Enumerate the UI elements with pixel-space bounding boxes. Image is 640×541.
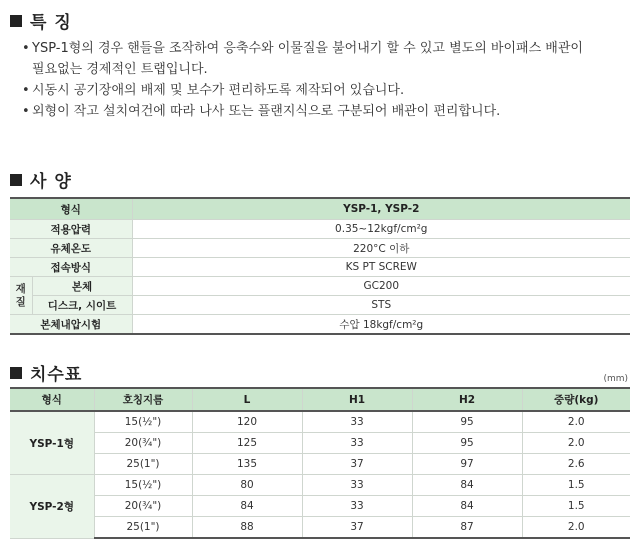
- column-header: H1: [302, 388, 412, 411]
- spec-value: 220°C 이하: [132, 239, 630, 258]
- spec-title: [10, 167, 72, 192]
- features-title: [10, 8, 72, 33]
- cell-l: 120: [192, 411, 302, 433]
- spec-value: 수압 18kgf/cm²g: [132, 315, 630, 335]
- dimension-table-body: [10, 411, 630, 538]
- table-header-row: [10, 388, 630, 411]
- features-title-text: 특 징: [30, 13, 72, 33]
- cell-h1: 37: [302, 454, 412, 475]
- table-row: [10, 315, 630, 335]
- table-row: [10, 258, 630, 277]
- cell-h2: 84: [412, 475, 522, 496]
- column-header: L: [192, 388, 302, 411]
- table-row: [10, 296, 630, 315]
- cell-size: 25(1"): [94, 517, 192, 539]
- unit-label: (mm): [603, 374, 628, 384]
- cell-size: 20(¾"): [94, 496, 192, 517]
- spec-value: KS PT SCREW: [132, 258, 630, 277]
- cell-weight: 2.0: [522, 517, 630, 539]
- table-row: [10, 496, 630, 517]
- table-row: [10, 454, 630, 475]
- spec-value: 0.35~12kgf/cm²g: [132, 220, 630, 239]
- spec-title-text: 사 양: [30, 172, 72, 192]
- cell-l: 84: [192, 496, 302, 517]
- column-header: H2: [412, 388, 522, 411]
- feature-item: • 시동시 공기장애의 배제 및 보수가 편리하도록 제작되어 있습니다.: [22, 80, 634, 101]
- table-row: [10, 433, 630, 454]
- table-row: [10, 239, 630, 258]
- spec-label: 디스크, 시이트: [32, 296, 132, 315]
- cell-l: 135: [192, 454, 302, 475]
- spec-table: [10, 197, 630, 335]
- material-group-label: [10, 277, 32, 315]
- cell-h1: 33: [302, 496, 412, 517]
- features-list: [22, 38, 634, 122]
- table-row: [10, 517, 630, 539]
- cell-h2: 95: [412, 433, 522, 454]
- table-row: [10, 198, 630, 220]
- feature-text: YSP-1형의 경우 핸들을 조작하여 응축수와 이물질을 불어내기 할 수 있고 별도의 바이패스 배관이: [32, 41, 583, 56]
- cell-size: 20(¾"): [94, 433, 192, 454]
- cell-l: 88: [192, 517, 302, 539]
- cell-weight: 2.0: [522, 411, 630, 433]
- square-bullet-icon: [10, 367, 22, 379]
- column-header: 중량(kg): [522, 388, 630, 411]
- cell-h1: 33: [302, 433, 412, 454]
- column-header: 형식: [10, 388, 94, 411]
- feature-text: 시동시 공기장애의 배제 및 보수가 편리하도록 제작되어 있습니다.: [32, 83, 405, 98]
- feature-item: • YSP-1형의 경우 핸들을 조작하여 응축수와 이물질을 불어내기 할 수 있고 별도의 바이패스 배관이: [22, 38, 634, 59]
- cell-weight: 1.5: [522, 475, 630, 496]
- cell-weight: 2.6: [522, 454, 630, 475]
- dimension-table: [10, 387, 630, 539]
- spec-header-label: 형식: [10, 198, 132, 220]
- table-row: [10, 475, 630, 496]
- cell-weight: 2.0: [522, 433, 630, 454]
- dimension-title: [10, 360, 82, 385]
- cell-h2: 95: [412, 411, 522, 433]
- material-group-text: 재 질: [15, 282, 26, 308]
- table-row: [10, 277, 630, 296]
- table-row: [10, 411, 630, 433]
- dimension-title-text: 치수표: [30, 365, 83, 385]
- model-cell: YSP-2형: [10, 475, 94, 539]
- cell-l: 80: [192, 475, 302, 496]
- cell-weight: 1.5: [522, 496, 630, 517]
- cell-h2: 84: [412, 496, 522, 517]
- spec-label: 적용압력: [10, 220, 132, 239]
- feature-item: • 외형이 작고 설치여건에 따라 나사 또는 플랜지식으로 구분되어 배관이 편리합니다.: [22, 101, 634, 122]
- cell-size: 25(1"): [94, 454, 192, 475]
- spec-label: 본체: [32, 277, 132, 296]
- spec-label: 유체온도: [10, 239, 132, 258]
- spec-header-value: YSP-1, YSP-2: [132, 198, 630, 220]
- table-row: [10, 220, 630, 239]
- square-bullet-icon: [10, 174, 22, 186]
- cell-size: 15(½"): [94, 411, 192, 433]
- model-cell: YSP-1형: [10, 411, 94, 475]
- cell-l: 125: [192, 433, 302, 454]
- cell-h2: 87: [412, 517, 522, 539]
- feature-text: 필요없는 경제적인 트랩입니다.: [32, 62, 208, 77]
- cell-size: 15(½"): [94, 475, 192, 496]
- feature-item-continued: [22, 59, 634, 80]
- cell-h1: 33: [302, 411, 412, 433]
- square-bullet-icon: [10, 15, 22, 27]
- spec-label: 접속방식: [10, 258, 132, 277]
- column-header: 호칭지름: [94, 388, 192, 411]
- cell-h2: 97: [412, 454, 522, 475]
- spec-value: GC200: [132, 277, 630, 296]
- cell-h1: 37: [302, 517, 412, 539]
- cell-h1: 33: [302, 475, 412, 496]
- spec-label: 본체내압시험: [10, 315, 132, 335]
- feature-text: 외형이 작고 설치여건에 따라 나사 또는 플랜지식으로 구분되어 배관이 편리합니다.: [32, 104, 501, 119]
- spec-value: STS: [132, 296, 630, 315]
